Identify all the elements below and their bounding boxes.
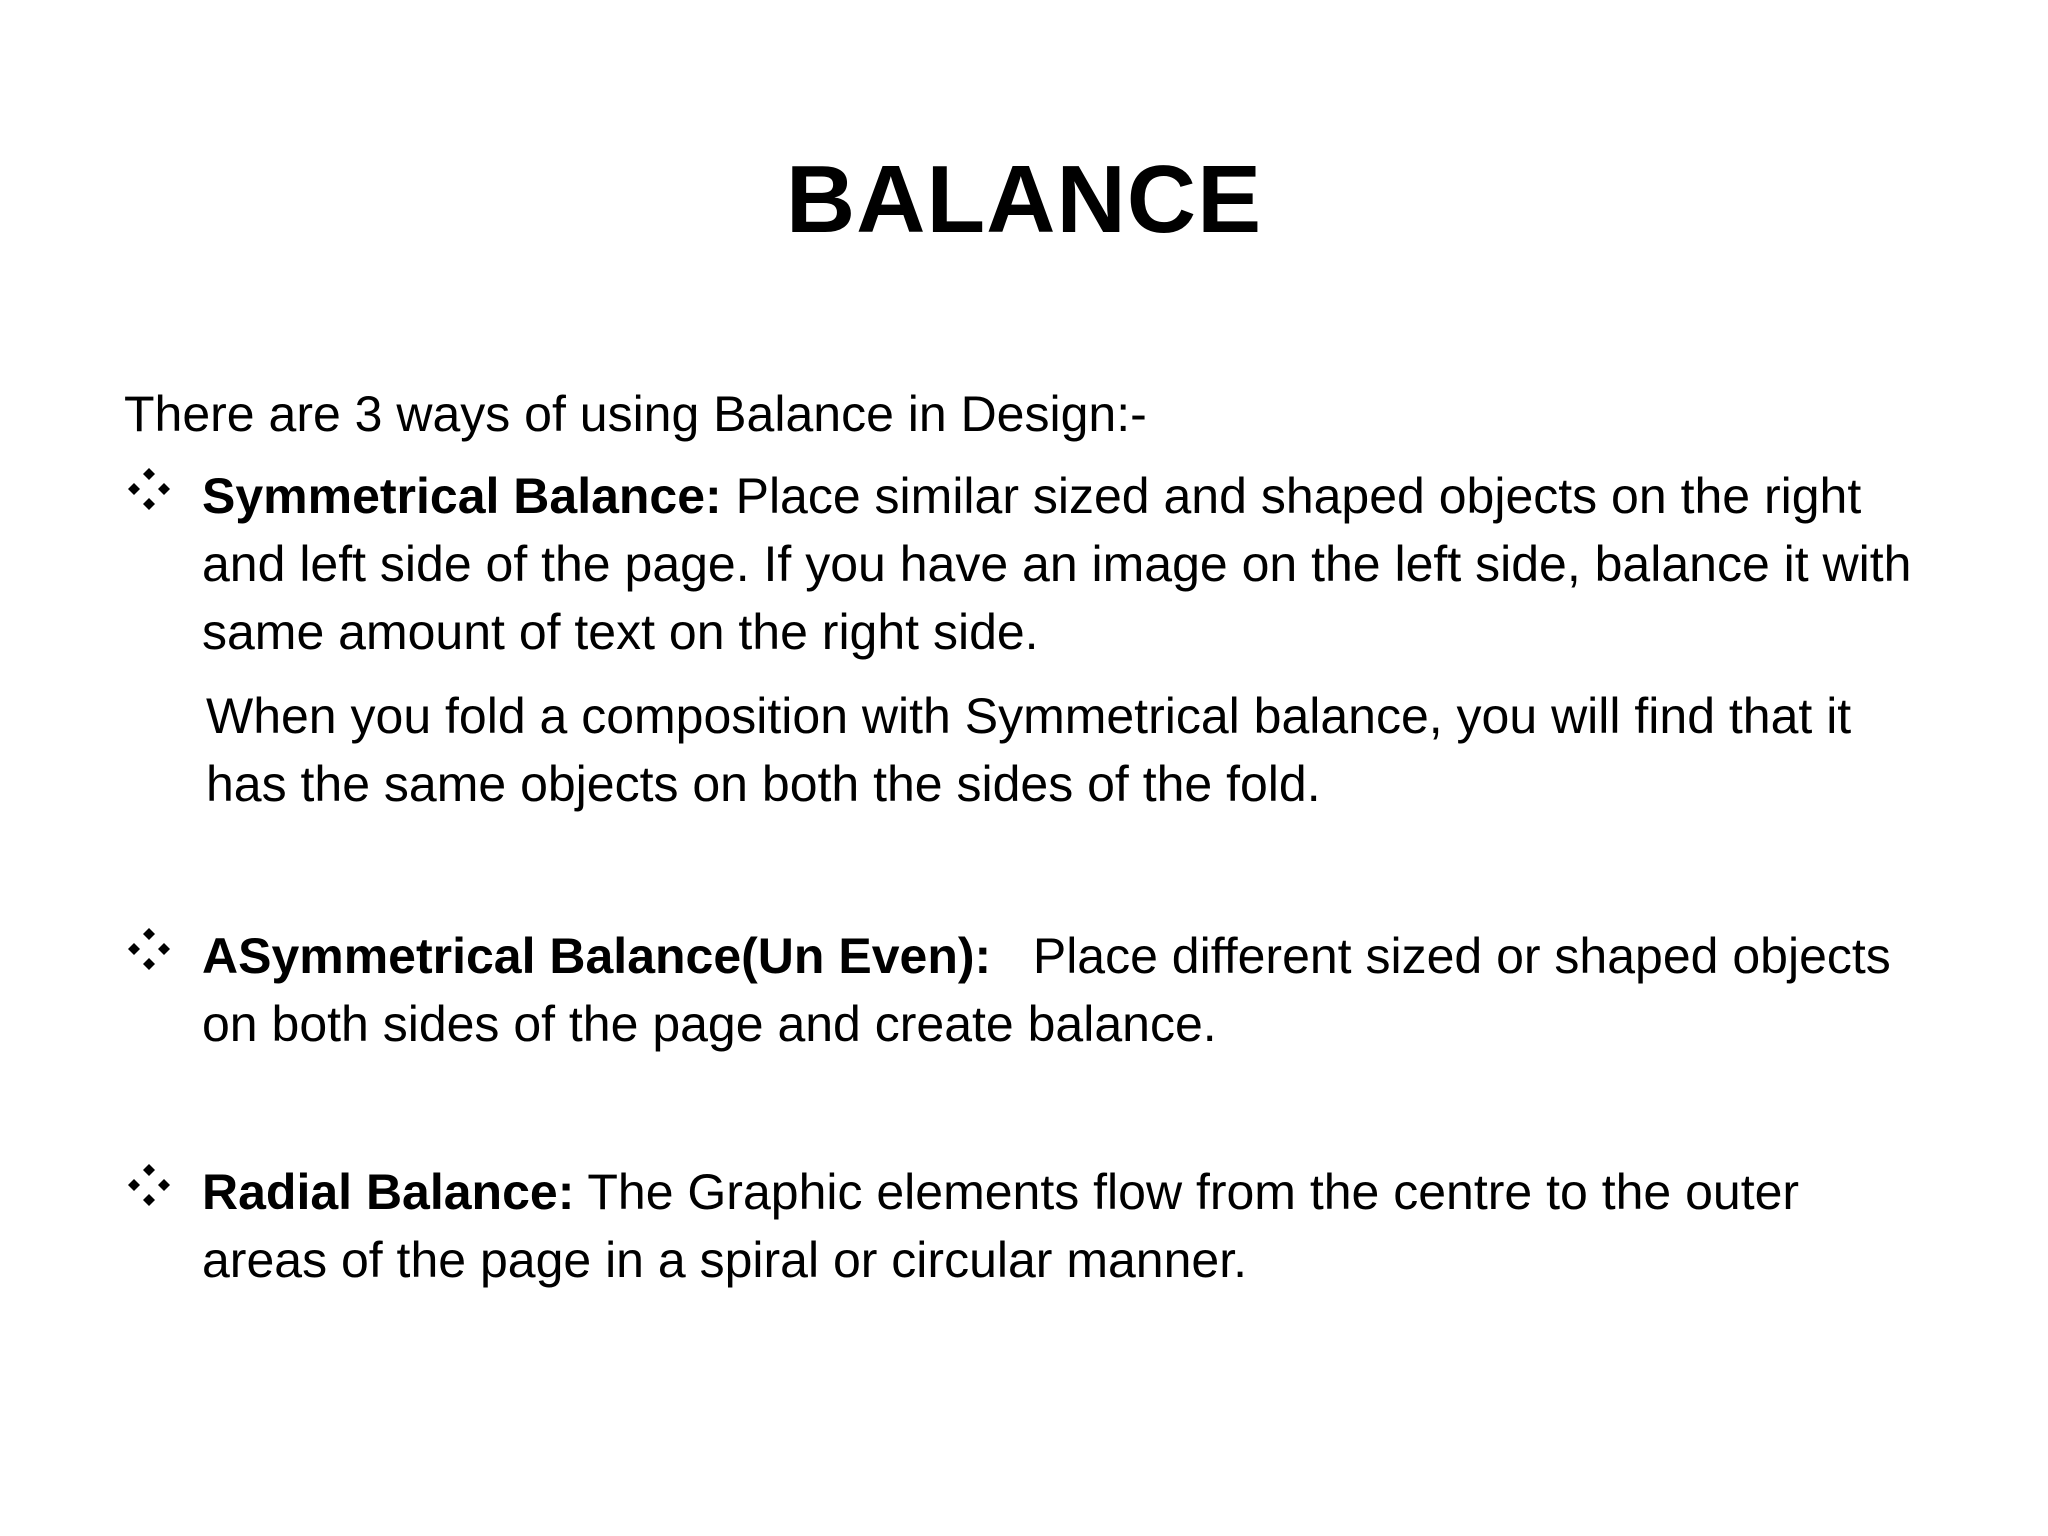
bullet-body: Place different sized or shaped objects on both sides of the page and create balance. xyxy=(202,928,1905,1052)
bullet-heading: Symmetrical Balance: xyxy=(202,468,722,524)
bullet-body: Place similar sized and shaped objects on the right and left side of the page. If you have an image on the left side, balance it with same amount of text on the right side. xyxy=(202,468,1912,660)
bullet-heading: ASymmetrical Balance(Un Even): xyxy=(202,928,992,984)
bullet-symmetrical xyxy=(124,462,1944,818)
bullet-text xyxy=(202,922,1922,1058)
intro-text: There are 3 ways of using Balance in Design:- xyxy=(124,386,1147,442)
bullet-asymmetrical xyxy=(124,922,1944,1058)
four-diamond-bullet-icon xyxy=(124,924,174,974)
bullet-body: The Graphic elements flow from the centre to the outer areas of the page in a spiral or circular manner. xyxy=(202,1164,1800,1288)
bullet-text xyxy=(202,1158,1922,1294)
bullet-text xyxy=(202,462,1922,666)
four-diamond-bullet-icon xyxy=(124,1160,174,1210)
bullet-extra-paragraph: When you fold a composition with Symmetrical balance, you will find that it has the same objects on both the sides of the fold. xyxy=(206,688,1852,812)
bullet-heading: Radial Balance: xyxy=(202,1164,575,1220)
bullet-radial xyxy=(124,1158,1944,1294)
slide-title: BALANCE xyxy=(785,146,1263,253)
four-diamond-bullet-icon xyxy=(124,464,174,514)
